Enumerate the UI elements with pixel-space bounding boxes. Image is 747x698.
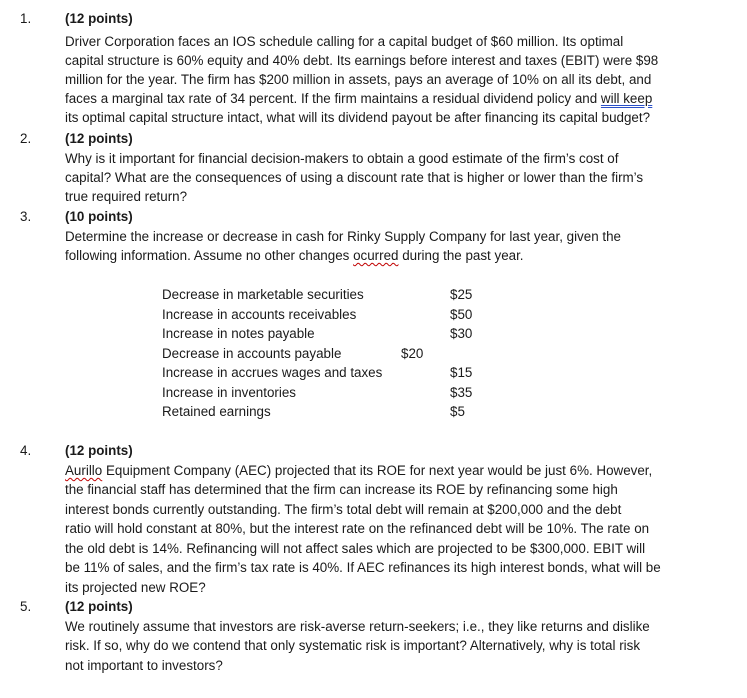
table-row-label: Increase in notes payable <box>162 326 315 341</box>
q3-points: (10 points) <box>65 209 133 224</box>
table-row-label: Decrease in accounts payable <box>162 346 342 361</box>
q3-line-2-before: following information. Assume no other changes <box>65 248 354 263</box>
q1-line-4 <box>65 89 652 108</box>
q2-line-1: Why is it important for financial decision-makers to obtain a good estimate of the firm’s cost of <box>65 151 619 166</box>
q1-line-4-text: faces a marginal tax rate of 34 percent. If the firm maintains a residual dividend policy and <box>65 91 601 106</box>
question-number-5: 5. <box>20 599 32 614</box>
q4-line-1-after: Equipment Company (AEC) projected that its ROE for next year would be just 6%. However, <box>102 463 653 478</box>
q2-line-3: true required return? <box>65 189 188 204</box>
q2-points: (12 points) <box>65 131 133 146</box>
table-row-value: $5 <box>450 404 465 419</box>
table-row-value: $50 <box>450 307 473 322</box>
table-row-label: Increase in inventories <box>162 385 296 400</box>
q5-line-2: risk. If so, why do we contend that only systematic risk is important? Alternatively, why is total risk <box>65 638 641 653</box>
q1-line-1: Driver Corporation faces an IOS schedule calling for a capital budget of $60 million. Its optimal <box>65 34 624 49</box>
q4-line-1 <box>65 461 652 480</box>
q1-line-3: million for the year. The firm has $200 million in assets, pays an average of 10% on all its debt, and <box>65 72 652 87</box>
table-row-label: Increase in accounts receivables <box>162 307 357 322</box>
q4-line-7: its projected new ROE? <box>65 580 206 595</box>
q3-line-1: Determine the increase or decrease in cash for Rinky Supply Company for last year, given the <box>65 229 621 244</box>
table-row-value: $15 <box>450 365 473 380</box>
table-row-label: Increase in accrues wages and taxes <box>162 365 383 380</box>
spelling-flag-ocurred[interactable]: ocurred <box>353 248 399 263</box>
q1-points: (12 points) <box>65 11 133 26</box>
q4-points: (12 points) <box>65 443 133 458</box>
question-number-2: 2. <box>20 131 32 146</box>
table-row-label: Retained earnings <box>162 404 271 419</box>
spelling-flag-aurillo[interactable]: Aurillo <box>65 463 103 478</box>
question-number-4: 4. <box>20 443 32 458</box>
table-row-value: $35 <box>450 385 473 400</box>
table-row-value: $25 <box>450 287 473 302</box>
question-number-3: 3. <box>20 209 32 224</box>
grammar-flag-will-keep[interactable]: will keep <box>600 91 653 106</box>
table-row-value: $20 <box>401 346 424 361</box>
q5-line-3: not important to investors? <box>65 658 223 673</box>
q5-points: (12 points) <box>65 599 133 614</box>
table-row-label: Decrease in marketable securities <box>162 287 364 302</box>
q4-line-5: the old debt is 14%. Refinancing will not affect sales which are projected to be $300,000. EBIT will <box>65 541 646 556</box>
question-number-1: 1. <box>20 11 32 26</box>
table-row-value: $30 <box>450 326 473 341</box>
q1-line-5: its optimal capital structure intact, what will its dividend payout be after financing its capital budget? <box>65 110 651 125</box>
q4-line-3: interest bonds currently outstanding. The firm’s total debt will remain at $200,000 and the debt <box>65 502 622 517</box>
q1-line-2: capital structure is 60% equity and 40% debt. Its earnings before interest and taxes (EBIT) were $98 <box>65 53 659 68</box>
q4-line-4: ratio will hold constant at 80%, but the interest rate on the refinanced debt will be 10%. The rate on <box>65 521 650 536</box>
q5-line-1: We routinely assume that investors are risk-averse return-seekers; i.e., they like returns and dislike <box>65 619 650 634</box>
q4-line-2: the financial staff has determined that the firm can increase its ROE by refinancing some high <box>65 482 618 497</box>
q2-line-2: capital? What are the consequences of using a discount rate that is higher or lower than the firm’s <box>65 170 644 185</box>
q3-line-2-after: during the past year. <box>398 248 524 263</box>
q4-line-6: be 11% of sales, and the firm’s tax rate is 40%. If AEC refinances its high interest bonds, what will be <box>65 560 661 575</box>
q3-line-2 <box>65 246 524 265</box>
